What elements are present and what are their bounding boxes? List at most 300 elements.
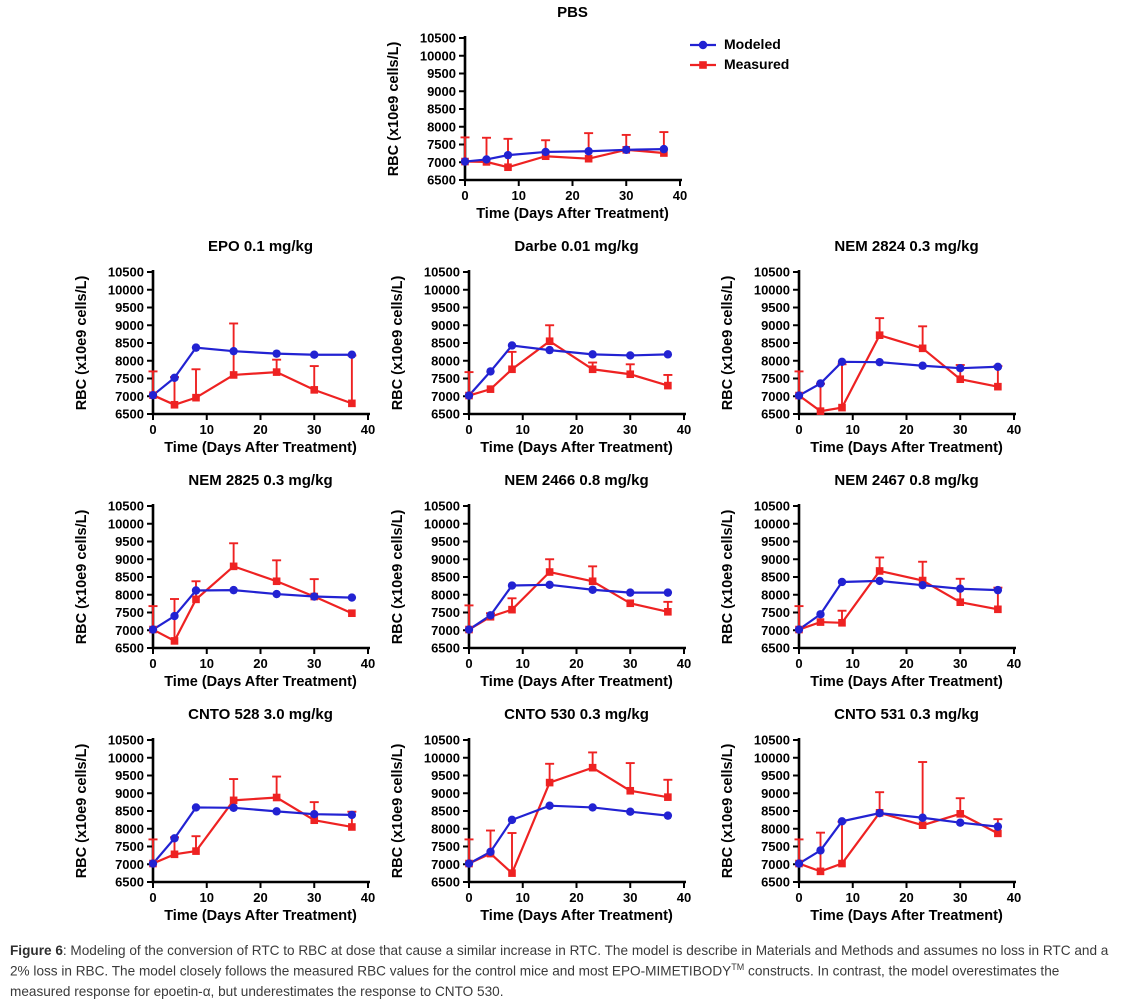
y-tick-label: 9000 xyxy=(115,551,144,567)
x-tick-label: 20 xyxy=(899,656,914,671)
modeled-point xyxy=(229,804,237,812)
x-axis-label: Time (Days After Treatment) xyxy=(480,440,673,456)
modeled-point xyxy=(994,363,1002,371)
modeled-point xyxy=(795,859,803,867)
y-tick-label: 10500 xyxy=(423,732,460,748)
x-tick-label: 40 xyxy=(676,656,692,671)
measured-line xyxy=(153,566,352,641)
chart-svg xyxy=(674,704,1039,926)
x-axis-label: Time (Days After Treatment) xyxy=(476,206,669,222)
modeled-point xyxy=(465,391,473,399)
y-tick-label: 8500 xyxy=(431,569,460,585)
modeled-point xyxy=(310,810,318,818)
y-tick-label: 9000 xyxy=(431,551,460,567)
y-tick-label: 10000 xyxy=(423,750,460,766)
legend-item-measured xyxy=(690,56,789,72)
y-tick-label: 7000 xyxy=(761,622,790,638)
modeled-line xyxy=(469,345,668,395)
y-tick-label: 7000 xyxy=(761,388,790,404)
legend-item-modeled xyxy=(690,36,789,52)
modeled-point xyxy=(170,374,178,382)
modeled-point xyxy=(816,846,824,854)
y-tick-label: 7500 xyxy=(115,371,144,386)
modeled-point xyxy=(310,592,318,600)
x-tick-label: 20 xyxy=(569,656,584,671)
x-tick-label: 20 xyxy=(569,422,584,437)
axes xyxy=(153,270,370,414)
x-tick-label: 10 xyxy=(515,422,530,437)
chart-title: PBS xyxy=(557,4,588,21)
y-tick-label: 10500 xyxy=(753,732,790,748)
x-tick-label: 10 xyxy=(845,656,860,671)
caption-label: Figure 6 xyxy=(10,943,63,958)
modeled-point xyxy=(918,362,926,370)
measured-point xyxy=(546,337,554,345)
measured-point xyxy=(192,847,200,855)
measured-point xyxy=(504,163,512,171)
measured-point xyxy=(589,764,597,772)
modeled-point xyxy=(994,822,1002,830)
modeled-point xyxy=(816,610,824,618)
y-tick-label: 8500 xyxy=(427,101,456,117)
y-tick-label: 9500 xyxy=(115,534,144,549)
chart-svg xyxy=(340,2,705,224)
y-tick-label: 9500 xyxy=(115,300,144,315)
measured-point xyxy=(664,793,672,801)
y-tick-label: 7000 xyxy=(115,622,144,638)
y-tick-label: 7500 xyxy=(115,839,144,854)
measured-line xyxy=(469,341,668,395)
modeled-point xyxy=(918,814,926,822)
modeled-point xyxy=(588,586,596,594)
y-axis-label: RBC (x10e9 cells/L) xyxy=(390,743,406,879)
modeled-point xyxy=(508,816,516,824)
x-tick-label: 30 xyxy=(623,422,638,437)
measured-point xyxy=(273,794,281,802)
x-tick-label: 20 xyxy=(253,656,268,671)
modeled-point xyxy=(664,588,672,596)
modeled-point xyxy=(838,817,846,825)
x-tick-label: 30 xyxy=(953,656,968,671)
chart-nem-2825 xyxy=(28,470,393,692)
chart-cnto-528 xyxy=(28,704,393,926)
chart-title: NEM 2466 0.8 mg/kg xyxy=(504,472,649,489)
y-tick-label: 8500 xyxy=(431,335,460,351)
x-axis-label: Time (Days After Treatment) xyxy=(164,908,357,924)
modeled-point xyxy=(545,346,553,354)
chart-title: CNTO 528 3.0 mg/kg xyxy=(188,706,333,723)
y-tick-label: 9000 xyxy=(761,551,790,567)
y-tick-label: 10000 xyxy=(419,48,456,64)
measured-line xyxy=(153,372,352,405)
y-tick-label: 10500 xyxy=(753,498,790,514)
modeled-point xyxy=(956,585,964,593)
modeled-point xyxy=(838,358,846,366)
y-tick-label: 6500 xyxy=(431,406,460,422)
y-tick-label: 7000 xyxy=(427,154,456,170)
y-tick-label: 7000 xyxy=(761,856,790,872)
y-tick-label: 6500 xyxy=(761,874,790,890)
modeled-point xyxy=(875,577,883,585)
x-axis-label: Time (Days After Treatment) xyxy=(164,440,357,456)
y-tick-label: 10500 xyxy=(753,264,790,280)
modeled-point xyxy=(149,391,157,399)
measured-point xyxy=(956,598,964,606)
modeled-point xyxy=(272,349,280,357)
y-tick-label: 9000 xyxy=(115,785,144,801)
chart-svg xyxy=(674,236,1039,458)
x-tick-label: 40 xyxy=(360,422,376,437)
y-tick-label: 8000 xyxy=(761,353,790,369)
y-tick-label: 10500 xyxy=(107,732,144,748)
x-tick-label: 0 xyxy=(465,422,473,437)
x-tick-label: 30 xyxy=(953,890,968,905)
chart-cnto-530 xyxy=(344,704,709,926)
y-axis-label: RBC (x10e9 cells/L) xyxy=(74,743,90,879)
x-tick-label: 30 xyxy=(953,422,968,437)
x-tick-label: 40 xyxy=(360,890,376,905)
chart-title: Darbe 0.01 mg/kg xyxy=(514,238,639,255)
x-tick-label: 30 xyxy=(307,656,322,671)
measured-point xyxy=(273,577,281,585)
measured-point xyxy=(994,383,1002,391)
y-tick-label: 10500 xyxy=(107,264,144,280)
x-tick-label: 40 xyxy=(1006,890,1022,905)
y-tick-label: 10500 xyxy=(419,30,456,46)
modeled-line xyxy=(153,348,352,396)
chart-nem-2824 xyxy=(674,236,1039,458)
x-axis-label: Time (Days After Treatment) xyxy=(810,440,1003,456)
y-tick-label: 9000 xyxy=(761,785,790,801)
measured-line xyxy=(799,335,998,411)
y-tick-label: 6500 xyxy=(431,640,460,656)
y-tick-label: 8500 xyxy=(115,569,144,585)
y-axis-label: RBC (x10e9 cells/L) xyxy=(390,509,406,645)
caption-text-main: : Modeling of the conversion of RTC to RBC at dose that cause a similar increase in RTC. The model is describe in Materials and Methods and assumes no loss in RTC and a 2% loss in RBC. The model closely follows the measured RBC values for the control mice and most EPO-MIMETIBODY xyxy=(10,943,1109,979)
y-tick-label: 9500 xyxy=(427,66,456,81)
modeled-point xyxy=(584,147,592,155)
modeled-point xyxy=(918,581,926,589)
y-tick-label: 8500 xyxy=(761,569,790,585)
modeled-point xyxy=(622,146,630,154)
caption-trademark: TM xyxy=(731,962,745,973)
y-tick-label: 7500 xyxy=(431,371,460,386)
x-tick-label: 20 xyxy=(253,422,268,437)
y-tick-label: 7500 xyxy=(431,605,460,620)
x-tick-label: 10 xyxy=(845,422,860,437)
modeled-point xyxy=(875,358,883,366)
measured-point xyxy=(171,401,179,409)
y-tick-label: 7000 xyxy=(431,388,460,404)
x-tick-label: 40 xyxy=(1006,422,1022,437)
measured-point xyxy=(817,618,825,626)
modeled-point xyxy=(192,586,200,594)
chart-svg xyxy=(28,236,393,458)
measured-point xyxy=(192,394,200,402)
measured-point xyxy=(626,599,634,607)
modeled-point xyxy=(588,803,596,811)
y-tick-label: 8500 xyxy=(431,803,460,819)
y-tick-label: 6500 xyxy=(115,640,144,656)
modeled-point xyxy=(541,148,549,156)
measured-point xyxy=(919,821,927,829)
x-axis-label: Time (Days After Treatment) xyxy=(810,908,1003,924)
modeled-point xyxy=(486,848,494,856)
x-tick-label: 40 xyxy=(676,422,692,437)
x-tick-label: 0 xyxy=(149,890,157,905)
y-tick-label: 9500 xyxy=(431,534,460,549)
modeled-point xyxy=(545,801,553,809)
y-tick-label: 7000 xyxy=(115,856,144,872)
measured-point xyxy=(310,386,318,394)
measured-line xyxy=(469,768,668,873)
modeled-point xyxy=(486,611,494,619)
y-tick-label: 8000 xyxy=(427,119,456,135)
y-tick-label: 10000 xyxy=(753,516,790,532)
y-axis-label: RBC (x10e9 cells/L) xyxy=(74,509,90,645)
y-axis-label: RBC (x10e9 cells/L) xyxy=(720,509,736,645)
measured-point xyxy=(585,155,593,163)
modeled-point xyxy=(310,351,318,359)
x-tick-label: 40 xyxy=(1006,656,1022,671)
y-tick-label: 6500 xyxy=(115,874,144,890)
x-axis-label: Time (Days After Treatment) xyxy=(810,674,1003,690)
modeled-point xyxy=(149,625,157,633)
modeled-point xyxy=(795,625,803,633)
y-tick-label: 10500 xyxy=(423,498,460,514)
y-tick-label: 9000 xyxy=(431,317,460,333)
measured-point xyxy=(919,345,927,353)
axes xyxy=(799,270,1016,414)
chart-svg xyxy=(28,470,393,692)
modeled-point xyxy=(664,811,672,819)
measured-point xyxy=(171,637,179,645)
x-tick-label: 0 xyxy=(795,890,803,905)
y-tick-label: 7500 xyxy=(761,371,790,386)
modeled-point xyxy=(626,351,634,359)
y-axis-label: RBC (x10e9 cells/L) xyxy=(720,275,736,411)
x-tick-label: 0 xyxy=(149,656,157,671)
measured-point xyxy=(838,404,846,412)
modeled-line xyxy=(799,813,998,863)
measured-point xyxy=(589,365,597,373)
chart-nem-2467 xyxy=(674,470,1039,692)
measured-point xyxy=(546,779,554,787)
modeled-point xyxy=(795,391,803,399)
chart-svg xyxy=(344,236,709,458)
chart-title: EPO 0.1 mg/kg xyxy=(207,238,314,255)
x-tick-label: 30 xyxy=(623,656,638,671)
y-tick-label: 8000 xyxy=(431,587,460,603)
modeled-marker-icon xyxy=(690,38,716,50)
chart-cnto-531 xyxy=(674,704,1039,926)
y-axis-label: RBC (x10e9 cells/L) xyxy=(390,275,406,411)
x-axis-label: Time (Days After Treatment) xyxy=(480,674,673,690)
modeled-point xyxy=(626,588,634,596)
x-tick-label: 20 xyxy=(899,890,914,905)
y-tick-label: 8000 xyxy=(431,821,460,837)
chart-nem-2466 xyxy=(344,470,709,692)
measured-point xyxy=(508,606,516,614)
modeled-point xyxy=(229,347,237,355)
modeled-point xyxy=(508,581,516,589)
modeled-point xyxy=(660,145,668,153)
y-tick-label: 8500 xyxy=(115,335,144,351)
y-axis-label: RBC (x10e9 cells/L) xyxy=(720,743,736,879)
modeled-point xyxy=(461,157,469,165)
y-tick-label: 7000 xyxy=(115,388,144,404)
y-tick-label: 8000 xyxy=(431,353,460,369)
modeled-point xyxy=(545,581,553,589)
y-axis-label: RBC (x10e9 cells/L) xyxy=(74,275,90,411)
y-tick-label: 10000 xyxy=(107,516,144,532)
measured-point xyxy=(230,797,238,805)
x-tick-label: 20 xyxy=(565,188,580,203)
x-tick-label: 10 xyxy=(199,422,214,437)
chart-title: NEM 2824 0.3 mg/kg xyxy=(834,238,979,255)
modeled-point xyxy=(956,819,964,827)
y-tick-label: 8000 xyxy=(115,353,144,369)
chart-darbe-0-01 xyxy=(344,236,709,458)
legend xyxy=(690,36,789,72)
modeled-point xyxy=(272,807,280,815)
x-tick-label: 0 xyxy=(149,422,157,437)
x-tick-label: 40 xyxy=(676,890,692,905)
x-tick-label: 30 xyxy=(307,890,322,905)
y-tick-label: 8000 xyxy=(115,587,144,603)
modeled-point xyxy=(956,364,964,372)
measured-line xyxy=(799,813,998,872)
y-tick-label: 9500 xyxy=(115,768,144,783)
measured-point xyxy=(273,368,281,376)
measured-point xyxy=(508,869,516,877)
modeled-line xyxy=(469,585,668,630)
y-tick-label: 9500 xyxy=(431,768,460,783)
y-tick-label: 9500 xyxy=(761,534,790,549)
y-tick-label: 10000 xyxy=(753,282,790,298)
y-tick-label: 7500 xyxy=(431,839,460,854)
measured-point xyxy=(876,567,884,575)
chart-title: NEM 2825 0.3 mg/kg xyxy=(188,472,333,489)
caption-text-end: constructs. In contrast, the model overestimates the measured response for epoetin-α, but underestimates the response to CNTO 530. xyxy=(10,963,1060,999)
measured-point xyxy=(487,385,495,393)
modeled-point xyxy=(229,586,237,594)
modeled-point xyxy=(994,586,1002,594)
x-tick-label: 30 xyxy=(623,890,638,905)
y-tick-label: 8000 xyxy=(761,587,790,603)
axes xyxy=(469,738,686,882)
x-tick-label: 10 xyxy=(515,656,530,671)
measured-line xyxy=(469,572,668,630)
x-tick-label: 10 xyxy=(511,188,526,203)
chart-title: CNTO 531 0.3 mg/kg xyxy=(834,706,979,723)
axes xyxy=(469,270,686,414)
modeled-point xyxy=(486,367,494,375)
y-tick-label: 9000 xyxy=(761,317,790,333)
measured-point xyxy=(956,810,964,818)
y-tick-label: 10000 xyxy=(423,282,460,298)
measured-point xyxy=(817,868,825,876)
measured-point xyxy=(876,331,884,339)
chart-title: CNTO 530 0.3 mg/kg xyxy=(504,706,649,723)
modeled-point xyxy=(816,379,824,387)
x-tick-label: 40 xyxy=(360,656,376,671)
y-tick-label: 8500 xyxy=(761,335,790,351)
measured-point xyxy=(664,382,672,390)
legend-label-measured: Measured xyxy=(724,56,790,72)
y-tick-label: 9500 xyxy=(761,768,790,783)
y-tick-label: 9000 xyxy=(115,317,144,333)
legend-label-modeled: Modeled xyxy=(724,36,781,52)
y-tick-label: 10000 xyxy=(423,516,460,532)
chart-pbs xyxy=(340,2,705,224)
y-tick-label: 6500 xyxy=(431,874,460,890)
measured-line xyxy=(153,798,352,864)
modeled-point xyxy=(838,578,846,586)
y-tick-label: 9500 xyxy=(431,300,460,315)
measured-point xyxy=(956,375,964,383)
y-tick-label: 7500 xyxy=(115,605,144,620)
chart-title: NEM 2467 0.8 mg/kg xyxy=(834,472,979,489)
y-tick-label: 10000 xyxy=(107,750,144,766)
measured-point xyxy=(171,851,179,859)
x-tick-label: 10 xyxy=(515,890,530,905)
modeled-point xyxy=(192,803,200,811)
measured-point xyxy=(626,370,634,378)
measured-point xyxy=(817,407,825,415)
y-tick-label: 6500 xyxy=(115,406,144,422)
y-tick-label: 7000 xyxy=(431,856,460,872)
x-tick-label: 40 xyxy=(672,188,688,203)
y-tick-label: 10500 xyxy=(107,498,144,514)
y-tick-label: 8500 xyxy=(761,803,790,819)
measured-point xyxy=(838,619,846,627)
y-tick-label: 10000 xyxy=(753,750,790,766)
x-tick-label: 0 xyxy=(461,188,469,203)
modeled-point xyxy=(149,859,157,867)
x-tick-label: 0 xyxy=(795,656,803,671)
x-tick-label: 10 xyxy=(199,656,214,671)
y-tick-label: 6500 xyxy=(761,640,790,656)
x-axis-label: Time (Days After Treatment) xyxy=(164,674,357,690)
y-tick-label: 9000 xyxy=(431,785,460,801)
y-axis-label: RBC (x10e9 cells/L) xyxy=(386,41,402,177)
y-tick-label: 7000 xyxy=(431,622,460,638)
measured-point xyxy=(838,860,846,868)
measured-point xyxy=(664,608,672,616)
x-tick-label: 20 xyxy=(899,422,914,437)
measured-point xyxy=(508,365,516,373)
x-tick-label: 20 xyxy=(569,890,584,905)
x-tick-label: 0 xyxy=(795,422,803,437)
chart-svg xyxy=(28,704,393,926)
modeled-point xyxy=(508,341,516,349)
axes xyxy=(799,738,1016,882)
chart-epo-0-1 xyxy=(28,236,393,458)
modeled-point xyxy=(482,155,490,163)
modeled-line xyxy=(153,807,352,863)
modeled-point xyxy=(465,859,473,867)
x-tick-label: 30 xyxy=(619,188,634,203)
modeled-point xyxy=(626,808,634,816)
y-tick-label: 6500 xyxy=(761,406,790,422)
modeled-point xyxy=(170,834,178,842)
x-tick-label: 10 xyxy=(845,890,860,905)
y-tick-label: 7500 xyxy=(427,137,456,152)
x-tick-label: 10 xyxy=(199,890,214,905)
x-axis-label: Time (Days After Treatment) xyxy=(480,908,673,924)
modeled-point xyxy=(664,350,672,358)
